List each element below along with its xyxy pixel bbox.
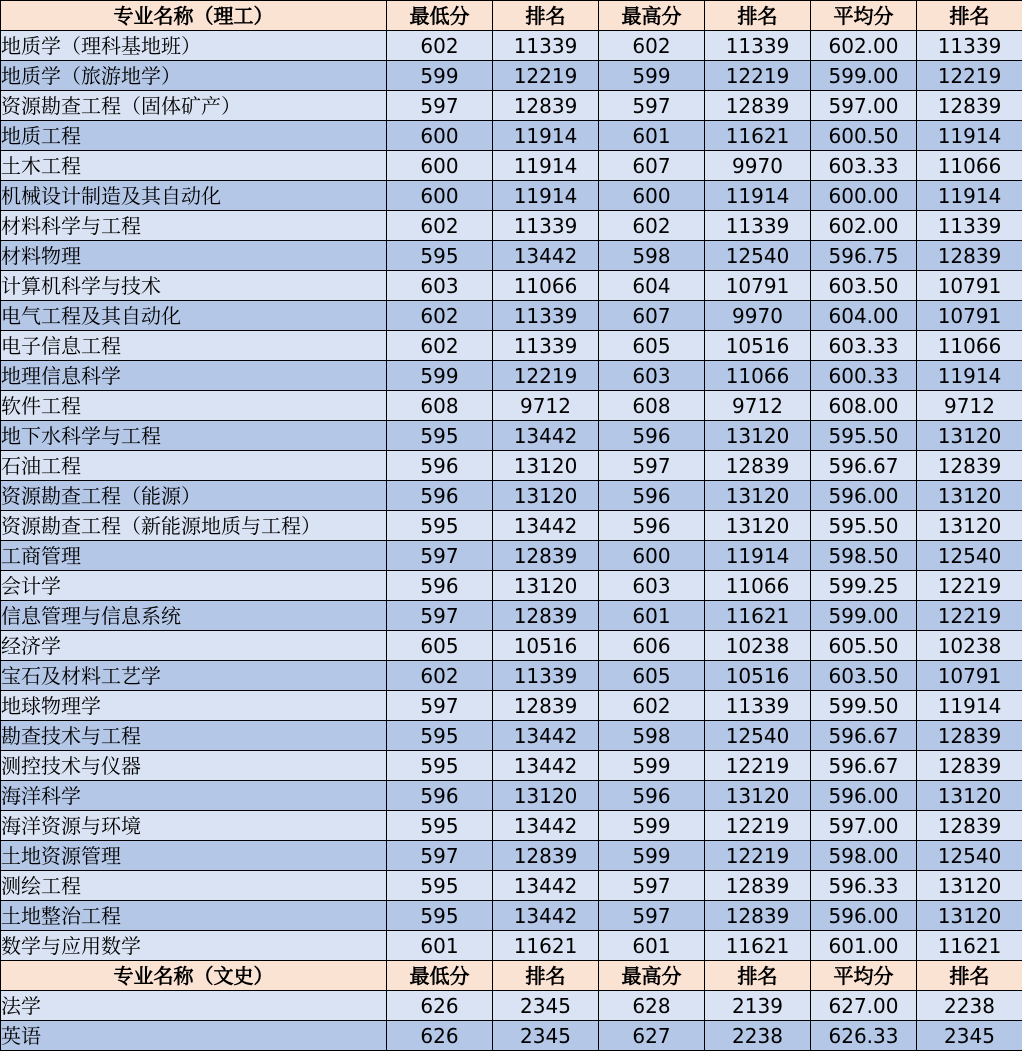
cell-avg-rank: 10791 — [917, 661, 1022, 691]
cell-avg-rank: 13120 — [917, 901, 1022, 931]
cell-max-score: 607 — [599, 151, 705, 181]
cell-avg-rank: 12839 — [917, 751, 1022, 781]
cell-min-score: 608 — [387, 391, 493, 421]
cell-major-name: 经济学 — [1, 631, 387, 661]
cell-avg-score: 605.50 — [811, 631, 917, 661]
table-row — [1, 571, 1022, 601]
cell-max-rank: 12219 — [705, 841, 811, 871]
cell-max-score: 606 — [599, 631, 705, 661]
cell-major-name: 材料物理 — [1, 241, 387, 271]
table-row — [1, 61, 1022, 91]
table-row — [1, 181, 1022, 211]
cell-avg-score: 599.00 — [811, 601, 917, 631]
cell-max-score: 627 — [599, 1021, 705, 1051]
cell-min-rank: 13442 — [493, 241, 599, 271]
cell-min-rank: 11914 — [493, 121, 599, 151]
cell-avg-score: 596.33 — [811, 871, 917, 901]
cell-max-score: 597 — [599, 901, 705, 931]
cell-min-rank: 11339 — [493, 211, 599, 241]
cell-max-rank: 12219 — [705, 61, 811, 91]
cell-major-name: 会计学 — [1, 571, 387, 601]
cell-min-rank: 13120 — [493, 781, 599, 811]
cell-max-score: 600 — [599, 181, 705, 211]
cell-avg-score: 626.33 — [811, 1021, 917, 1051]
cell-avg-rank: 10791 — [917, 301, 1022, 331]
cell-max-rank: 10516 — [705, 331, 811, 361]
cell-avg-rank: 12839 — [917, 811, 1022, 841]
cell-avg-rank: 13120 — [917, 781, 1022, 811]
cell-min-score: 595 — [387, 811, 493, 841]
table-row — [1, 661, 1022, 691]
cell-avg-score: 598.00 — [811, 841, 917, 871]
cell-max-rank: 9970 — [705, 301, 811, 331]
cell-min-score: 626 — [387, 1021, 493, 1051]
table-row — [1, 481, 1022, 511]
cell-major-name: 地下水科学与工程 — [1, 421, 387, 451]
cell-min-score: 595 — [387, 721, 493, 751]
cell-avg-score: 596.75 — [811, 241, 917, 271]
cell-min-rank: 10516 — [493, 631, 599, 661]
cell-major-name: 宝石及材料工艺学 — [1, 661, 387, 691]
cell-avg-rank: 10791 — [917, 271, 1022, 301]
cell-max-score: 596 — [599, 421, 705, 451]
cell-min-score: 600 — [387, 121, 493, 151]
cell-major-name: 资源勘查工程（能源） — [1, 481, 387, 511]
table-row — [1, 421, 1022, 451]
cell-major-name: 测绘工程 — [1, 871, 387, 901]
cell-min-score: 597 — [387, 601, 493, 631]
cell-min-score: 597 — [387, 691, 493, 721]
cell-min-score: 596 — [387, 481, 493, 511]
cell-major-name: 海洋科学 — [1, 781, 387, 811]
cell-min-rank: 12839 — [493, 541, 599, 571]
cell-min-score: 595 — [387, 241, 493, 271]
cell-max-score: 605 — [599, 331, 705, 361]
cell-max-score: 603 — [599, 571, 705, 601]
table-row — [1, 691, 1022, 721]
cell-min-rank: 11339 — [493, 301, 599, 331]
cell-avg-rank: 10238 — [917, 631, 1022, 661]
cell-min-score: 596 — [387, 571, 493, 601]
cell-min-score: 602 — [387, 331, 493, 361]
cell-max-rank: 11339 — [705, 31, 811, 61]
cell-avg-rank: 11914 — [917, 361, 1022, 391]
column-header-max-score: 最高分 — [599, 961, 705, 991]
cell-min-score: 597 — [387, 841, 493, 871]
table-row — [1, 931, 1022, 961]
cell-min-rank: 11914 — [493, 151, 599, 181]
cell-avg-rank: 9712 — [917, 391, 1022, 421]
cell-min-rank: 2345 — [493, 1021, 599, 1051]
cell-min-rank: 12839 — [493, 91, 599, 121]
cell-min-rank: 11339 — [493, 31, 599, 61]
cell-avg-rank: 13120 — [917, 421, 1022, 451]
table-row — [1, 871, 1022, 901]
cell-min-score: 602 — [387, 211, 493, 241]
table-row — [1, 211, 1022, 241]
cell-avg-rank: 12839 — [917, 721, 1022, 751]
cell-major-name: 地理信息科学 — [1, 361, 387, 391]
cell-min-score: 602 — [387, 661, 493, 691]
cell-max-rank: 11066 — [705, 571, 811, 601]
cell-min-rank: 12219 — [493, 361, 599, 391]
cell-min-rank: 2345 — [493, 991, 599, 1021]
cell-major-name: 软件工程 — [1, 391, 387, 421]
cell-min-score: 595 — [387, 751, 493, 781]
cell-max-score: 599 — [599, 61, 705, 91]
cell-avg-score: 598.50 — [811, 541, 917, 571]
cell-min-rank: 13442 — [493, 511, 599, 541]
cell-max-rank: 11914 — [705, 181, 811, 211]
cell-avg-score: 595.50 — [811, 511, 917, 541]
cell-major-name: 机械设计制造及其自动化 — [1, 181, 387, 211]
cell-avg-rank: 12540 — [917, 541, 1022, 571]
cell-max-rank: 11914 — [705, 541, 811, 571]
cell-major-name: 工商管理 — [1, 541, 387, 571]
cell-min-rank: 13120 — [493, 571, 599, 601]
cell-avg-score: 599.50 — [811, 691, 917, 721]
cell-major-name: 勘查技术与工程 — [1, 721, 387, 751]
cell-max-score: 601 — [599, 601, 705, 631]
cell-min-score: 595 — [387, 421, 493, 451]
cell-min-score: 605 — [387, 631, 493, 661]
table-row — [1, 601, 1022, 631]
cell-max-rank: 11621 — [705, 121, 811, 151]
cell-min-rank: 11621 — [493, 931, 599, 961]
cell-max-rank: 9970 — [705, 151, 811, 181]
table-row — [1, 511, 1022, 541]
cell-avg-score: 608.00 — [811, 391, 917, 421]
cell-major-name: 电子信息工程 — [1, 331, 387, 361]
cell-avg-score: 596.67 — [811, 721, 917, 751]
table-row — [1, 631, 1022, 661]
cell-avg-rank: 13120 — [917, 511, 1022, 541]
cell-max-score: 597 — [599, 91, 705, 121]
cell-min-rank: 12839 — [493, 691, 599, 721]
cell-avg-rank: 12839 — [917, 91, 1022, 121]
cell-major-name: 石油工程 — [1, 451, 387, 481]
table-row — [1, 991, 1022, 1021]
cell-max-rank: 2139 — [705, 991, 811, 1021]
cell-max-score: 628 — [599, 991, 705, 1021]
cell-max-score: 596 — [599, 511, 705, 541]
cell-max-rank: 12219 — [705, 751, 811, 781]
column-header-min-rank: 排名 — [493, 1, 599, 31]
cell-max-score: 598 — [599, 241, 705, 271]
cell-min-rank: 13442 — [493, 871, 599, 901]
cell-avg-score: 603.50 — [811, 661, 917, 691]
cell-min-rank: 13442 — [493, 721, 599, 751]
cell-major-name: 地质学（理科基地班） — [1, 31, 387, 61]
cell-min-score: 603 — [387, 271, 493, 301]
cell-min-rank: 12839 — [493, 601, 599, 631]
table-row — [1, 811, 1022, 841]
column-header-max-rank: 排名 — [705, 1, 811, 31]
cell-min-rank: 13442 — [493, 901, 599, 931]
table-row — [1, 121, 1022, 151]
cell-major-name: 地球物理学 — [1, 691, 387, 721]
cell-major-name: 计算机科学与技术 — [1, 271, 387, 301]
cell-min-rank: 12219 — [493, 61, 599, 91]
column-header-min-score: 最低分 — [387, 961, 493, 991]
cell-max-score: 597 — [599, 871, 705, 901]
cell-min-rank: 9712 — [493, 391, 599, 421]
table-row — [1, 721, 1022, 751]
cell-avg-score: 596.67 — [811, 451, 917, 481]
table-row — [1, 301, 1022, 331]
table-row — [1, 541, 1022, 571]
cell-avg-score: 603.33 — [811, 151, 917, 181]
cell-max-rank: 12540 — [705, 241, 811, 271]
cell-major-name: 信息管理与信息系统 — [1, 601, 387, 631]
cell-avg-score: 602.00 — [811, 211, 917, 241]
column-header-max-score: 最高分 — [599, 1, 705, 31]
cell-max-score: 604 — [599, 271, 705, 301]
cell-avg-score: 597.00 — [811, 811, 917, 841]
cell-max-score: 596 — [599, 481, 705, 511]
cell-min-score: 596 — [387, 451, 493, 481]
header-row — [1, 1, 1022, 31]
column-header-major-name: 专业名称（理工） — [1, 1, 387, 31]
table-row — [1, 841, 1022, 871]
cell-avg-rank: 12839 — [917, 451, 1022, 481]
cell-avg-score: 597.00 — [811, 91, 917, 121]
cell-min-score: 595 — [387, 871, 493, 901]
cell-max-score: 602 — [599, 691, 705, 721]
cell-avg-score: 600.50 — [811, 121, 917, 151]
cell-min-score: 595 — [387, 511, 493, 541]
column-header-avg-rank: 排名 — [917, 961, 1022, 991]
cell-max-rank: 10516 — [705, 661, 811, 691]
cell-max-rank: 11621 — [705, 601, 811, 631]
cell-avg-rank: 11066 — [917, 151, 1022, 181]
cell-avg-score: 601.00 — [811, 931, 917, 961]
cell-min-score: 596 — [387, 781, 493, 811]
cell-max-rank: 13120 — [705, 511, 811, 541]
cell-min-score: 597 — [387, 91, 493, 121]
table-row — [1, 91, 1022, 121]
cell-avg-score: 596.67 — [811, 751, 917, 781]
cell-min-rank: 12839 — [493, 841, 599, 871]
cell-avg-score: 595.50 — [811, 421, 917, 451]
cell-max-score: 602 — [599, 211, 705, 241]
table-row — [1, 391, 1022, 421]
column-header-min-score: 最低分 — [387, 1, 493, 31]
cell-avg-score: 603.33 — [811, 331, 917, 361]
cell-min-rank: 13442 — [493, 751, 599, 781]
cell-avg-score: 596.00 — [811, 481, 917, 511]
cell-min-rank: 13442 — [493, 811, 599, 841]
column-header-min-rank: 排名 — [493, 961, 599, 991]
cell-max-score: 607 — [599, 301, 705, 331]
cell-max-rank: 10791 — [705, 271, 811, 301]
cell-max-rank: 11339 — [705, 211, 811, 241]
cell-min-score: 626 — [387, 991, 493, 1021]
cell-max-rank: 12839 — [705, 91, 811, 121]
cell-max-rank: 12839 — [705, 451, 811, 481]
cell-min-rank: 11066 — [493, 271, 599, 301]
cell-min-rank: 11339 — [493, 661, 599, 691]
table-row — [1, 751, 1022, 781]
cell-avg-rank: 11914 — [917, 121, 1022, 151]
cell-max-rank: 10238 — [705, 631, 811, 661]
cell-min-score: 595 — [387, 901, 493, 931]
table-row — [1, 361, 1022, 391]
cell-major-name: 土地资源管理 — [1, 841, 387, 871]
cell-min-score: 600 — [387, 151, 493, 181]
cell-max-score: 602 — [599, 31, 705, 61]
column-header-avg-rank: 排名 — [917, 1, 1022, 31]
table-row — [1, 451, 1022, 481]
column-header-avg-score: 平均分 — [811, 961, 917, 991]
cell-avg-score: 599.25 — [811, 571, 917, 601]
cell-min-rank: 11339 — [493, 331, 599, 361]
cell-min-score: 601 — [387, 931, 493, 961]
table-body — [1, 1, 1022, 1051]
cell-avg-rank: 12219 — [917, 61, 1022, 91]
cell-max-rank: 9712 — [705, 391, 811, 421]
cell-min-rank: 13120 — [493, 481, 599, 511]
table-row — [1, 151, 1022, 181]
cell-major-name: 海洋资源与环境 — [1, 811, 387, 841]
cell-max-rank: 11621 — [705, 931, 811, 961]
cell-min-score: 600 — [387, 181, 493, 211]
column-header-max-rank: 排名 — [705, 961, 811, 991]
cell-max-rank: 12839 — [705, 901, 811, 931]
cell-avg-rank: 12839 — [917, 241, 1022, 271]
cell-max-rank: 2238 — [705, 1021, 811, 1051]
cell-major-name: 土地整治工程 — [1, 901, 387, 931]
cell-max-rank: 13120 — [705, 481, 811, 511]
cell-major-name: 测控技术与仪器 — [1, 751, 387, 781]
cell-min-score: 599 — [387, 61, 493, 91]
cell-min-score: 599 — [387, 361, 493, 391]
cell-max-rank: 11339 — [705, 691, 811, 721]
cell-max-score: 601 — [599, 931, 705, 961]
cell-avg-rank: 13120 — [917, 481, 1022, 511]
cell-avg-rank: 11339 — [917, 211, 1022, 241]
cell-major-name: 数学与应用数学 — [1, 931, 387, 961]
table-row — [1, 31, 1022, 61]
cell-avg-rank: 11621 — [917, 931, 1022, 961]
cell-max-score: 608 — [599, 391, 705, 421]
cell-major-name: 资源勘查工程（固体矿产） — [1, 91, 387, 121]
cell-avg-rank: 11914 — [917, 691, 1022, 721]
cell-avg-score: 600.33 — [811, 361, 917, 391]
cell-avg-score: 603.50 — [811, 271, 917, 301]
cell-max-score: 603 — [599, 361, 705, 391]
table-row — [1, 331, 1022, 361]
cell-min-rank: 13120 — [493, 451, 599, 481]
cell-max-score: 601 — [599, 121, 705, 151]
cell-avg-score: 599.00 — [811, 61, 917, 91]
cell-major-name: 地质学（旅游地学） — [1, 61, 387, 91]
table-row — [1, 1021, 1022, 1051]
cell-max-score: 597 — [599, 451, 705, 481]
cell-min-score: 602 — [387, 301, 493, 331]
cell-avg-rank: 11339 — [917, 31, 1022, 61]
cell-max-rank: 13120 — [705, 781, 811, 811]
cell-max-rank: 12839 — [705, 871, 811, 901]
cell-major-name: 法学 — [1, 991, 387, 1021]
cell-avg-rank: 2345 — [917, 1021, 1022, 1051]
table-row — [1, 781, 1022, 811]
cell-major-name: 土木工程 — [1, 151, 387, 181]
cell-avg-rank: 13120 — [917, 871, 1022, 901]
cell-max-score: 605 — [599, 661, 705, 691]
cell-avg-score: 602.00 — [811, 31, 917, 61]
table-row — [1, 901, 1022, 931]
cell-max-rank: 11066 — [705, 361, 811, 391]
cell-major-name: 资源勘查工程（新能源地质与工程） — [1, 511, 387, 541]
cell-max-rank: 12219 — [705, 811, 811, 841]
header-row — [1, 961, 1022, 991]
cell-major-name: 电气工程及其自动化 — [1, 301, 387, 331]
cell-avg-rank: 12219 — [917, 601, 1022, 631]
cell-min-score: 602 — [387, 31, 493, 61]
cell-min-rank: 11914 — [493, 181, 599, 211]
cell-avg-rank: 2238 — [917, 991, 1022, 1021]
cell-major-name: 材料科学与工程 — [1, 211, 387, 241]
column-header-avg-score: 平均分 — [811, 1, 917, 31]
cell-avg-score: 596.00 — [811, 781, 917, 811]
cell-max-rank: 13120 — [705, 421, 811, 451]
cell-max-score: 598 — [599, 721, 705, 751]
cell-avg-rank: 12540 — [917, 841, 1022, 871]
cell-max-score: 599 — [599, 751, 705, 781]
cell-max-rank: 12540 — [705, 721, 811, 751]
cell-avg-rank: 11914 — [917, 181, 1022, 211]
cell-avg-rank: 11066 — [917, 331, 1022, 361]
cell-avg-rank: 12219 — [917, 571, 1022, 601]
cell-min-score: 597 — [387, 541, 493, 571]
cell-max-score: 596 — [599, 781, 705, 811]
table-row — [1, 241, 1022, 271]
cell-max-score: 599 — [599, 841, 705, 871]
table-row — [1, 271, 1022, 301]
column-header-major-name: 专业名称（文史） — [1, 961, 387, 991]
cell-max-score: 600 — [599, 541, 705, 571]
cell-major-name: 地质工程 — [1, 121, 387, 151]
cell-major-name: 英语 — [1, 1021, 387, 1051]
cell-max-score: 599 — [599, 811, 705, 841]
cell-avg-score: 596.00 — [811, 901, 917, 931]
cell-min-rank: 13442 — [493, 421, 599, 451]
cell-avg-score: 600.00 — [811, 181, 917, 211]
cell-avg-score: 604.00 — [811, 301, 917, 331]
cell-avg-score: 627.00 — [811, 991, 917, 1021]
